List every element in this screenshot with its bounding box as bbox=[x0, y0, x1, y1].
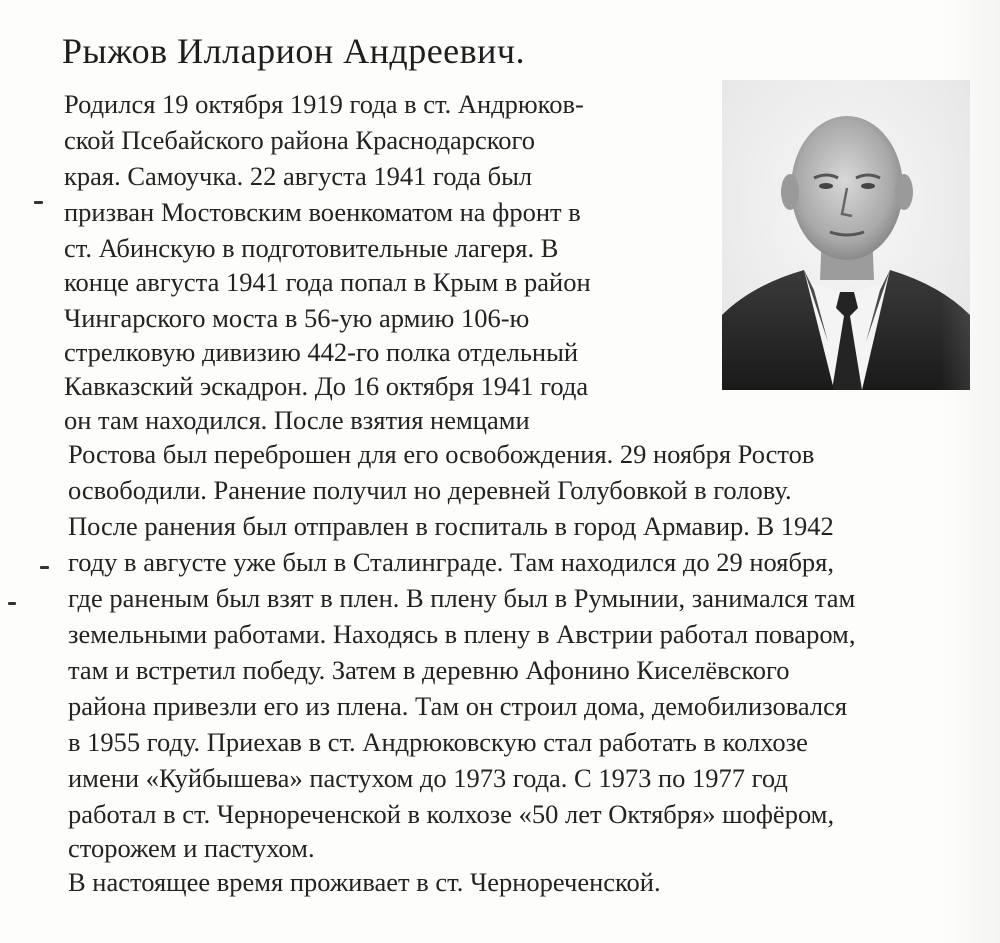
document-title: Рыжов Илларион Андреевич. bbox=[62, 31, 526, 71]
body-line-9: Кавказский эскадрон. До 16 октября 1941 года bbox=[64, 371, 589, 401]
body-line-4: призван Мостовским военкоматом на фронт в bbox=[64, 197, 581, 227]
body-line-8: стрелковую дивизию 442-го полка отдельный bbox=[64, 337, 579, 367]
body-line-7: Чингарского моста в 56-ую армию 106-ю bbox=[64, 303, 530, 333]
body-line-16: земельными работами. Находясь в плену в Австрии работал поваром, bbox=[68, 619, 856, 649]
portrait-photo bbox=[722, 80, 970, 390]
body-line-6: конце августа 1941 года попал в Крым в район bbox=[64, 267, 591, 297]
body-line-12: освободили. Ранение получил но деревней Голубовкой в голову. bbox=[68, 475, 792, 505]
body-line-15: где раненым был взят в плен. В плену был в Румынии, занимался там bbox=[68, 583, 856, 613]
body-line-10: он там находился. После взятия немцами bbox=[64, 405, 530, 435]
body-line-22: сторожем и пастухом. bbox=[68, 833, 315, 863]
body-line-5: ст. Абинскую в подготовительные лагеря. В bbox=[64, 233, 559, 263]
body-line-18: района привезли его из плена. Там он строил дома, демобилизовался bbox=[68, 691, 848, 721]
body-line-3: края. Самоучка. 22 августа 1941 года был bbox=[64, 161, 533, 191]
body-line-21: работал в ст. Чернореченской в колхозе «50 лет Октября» шофёром, bbox=[68, 799, 835, 829]
body-line-1: Родился 19 октября 1919 года в ст. Андрюков- bbox=[64, 89, 584, 119]
body-line-20: имени «Куйбышева» пастухом до 1973 года. С 1973 по 1977 год bbox=[68, 763, 788, 793]
body-line-13: После ранения был отправлен в госпиталь в город Армавир. В 1942 bbox=[68, 511, 834, 541]
body-line-14: году в августе уже был в Сталинграде. Там находился до 29 ноября, bbox=[68, 547, 834, 577]
body-line-2: ской Псебайского района Краснодарского bbox=[64, 125, 536, 155]
body-line-23: В настоящее время проживает в ст. Чернореченской. bbox=[68, 867, 661, 897]
scan-speck bbox=[34, 201, 43, 204]
scan-speck bbox=[40, 566, 49, 569]
body-line-19: в 1955 году. Приехав в ст. Андрюковскую стал работать в колхозе bbox=[68, 727, 808, 757]
body-line-17: там и встретил победу. Затем в деревню Афонино Киселёвского bbox=[68, 655, 790, 685]
body-line-11: Ростова был переброшен для его освобождения. 29 ноября Ростов bbox=[68, 439, 815, 469]
scan-speck bbox=[8, 602, 16, 605]
